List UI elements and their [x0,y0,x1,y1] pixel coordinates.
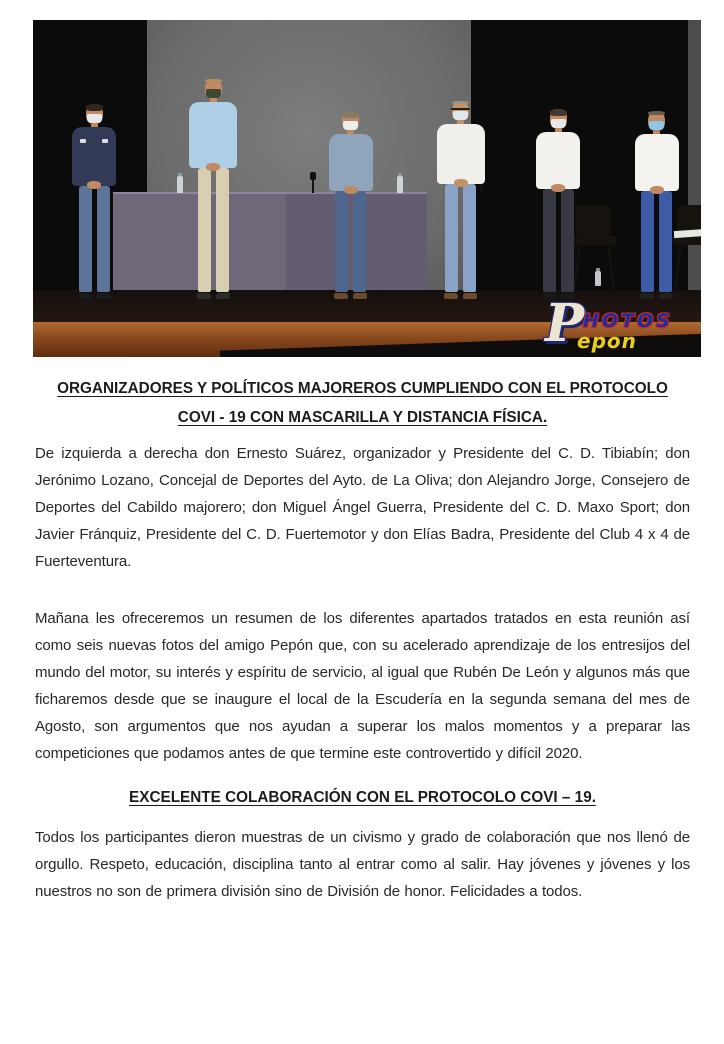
headline-line-1: ORGANIZADORES Y POLÍTICOS MAJOREROS CUMPLIENDO CON EL PROTOCOLO [57,380,668,397]
headline-collaboration: EXCELENTE COLABORACIÓN CON EL PROTOCOLO COVI – 19. [129,789,596,806]
person-leg [543,189,556,292]
person-hair [205,79,222,82]
person-leg [641,191,654,292]
person-shoe [640,293,654,299]
person-shoe [97,293,111,299]
closing-paragraph: Todos los participantes dieron muestras de un civismo y grado de colaboración que nos llenó de orgullo. Respeto, educación, disciplina tanto al entrar como al salir. Hay jóvenes y jóvenes y los nuestros no son de primera división sino de División de honor. Felicidades a todos. [35,829,690,900]
watermark-letter-p: P [545,293,585,354]
face-mask-icon [453,111,468,120]
person-4 [437,101,485,300]
caption-paragraph: De izquierda a derecha don Ernesto Suárez, organizador y Presidente del C. D. Tibiabín; don Jerónimo Lozano, Concejal de Deportes del Ayto. de La Oliva; don Alejandro Jorge, Consejero de Deportes del Cabildo majorero; don Miguel Ángel Guerra, Presidente del C. D. Maxo Sport; don Javier Fránquiz, Presidente del C. D. Fuertemotor y don Elías Badra, Presidente del Club 4 x 4 de Fuerteventura. [35,445,690,570]
person-shoe [78,293,92,299]
person-3 [329,111,373,300]
person-hands [206,163,220,171]
watermark-epon: epon [577,329,637,353]
bottle-cap [178,173,182,176]
mic-head [310,172,316,180]
person-leg [659,191,672,292]
person-leg [79,186,92,292]
event-photo [33,20,701,357]
person-legs [335,191,366,292]
microphone [309,172,317,193]
person-head [648,111,665,131]
person-shoe [463,293,477,299]
chair-leg [608,244,616,289]
conference-table [113,192,427,290]
person-hair [342,111,359,118]
person-feet [197,293,230,299]
person-legs [79,186,110,292]
person-shoe [334,293,348,299]
water-bottle [397,176,403,193]
person-2 [189,79,237,300]
person-shoe [216,293,230,299]
person-head [205,79,222,99]
face-mask-icon [206,89,221,98]
person-feet [334,293,367,299]
photos-pepon-watermark [537,293,695,357]
headline-covid-protocol [35,374,690,432]
person-leg [445,184,458,292]
face-mask-icon [551,119,566,128]
person-shoe [353,293,367,299]
person-leg [335,191,348,292]
person-shoe [659,293,673,299]
document-page [0,20,724,1044]
chair-back [576,205,611,235]
person-feet [640,293,673,299]
person-legs [543,189,574,292]
person-leg [561,189,574,292]
person-legs [198,168,229,292]
person-head [550,109,567,129]
person-leg [216,168,229,292]
face-mask-icon [343,121,358,130]
headline-line-2: COVI - 19 CON MASCARILLA Y DISTANCIA FÍSICA. [177,409,548,426]
person-hands [87,181,101,189]
article-text-column [0,374,724,905]
person-hands [344,186,358,194]
shirt-badge [80,139,86,143]
person-legs [445,184,476,292]
person-5 [536,109,580,300]
person-shoe [444,293,458,299]
face-mask-icon [649,121,664,130]
person-leg [463,184,476,292]
summary-paragraph: Mañana les ofreceremos un resumen de los diferentes apartados tratados en esta reunión así como seis nuevas fotos del amigo Pepón que, con su acelerado aprendizaje de los entresijos del mundo del motor, su interés y espíritu de servicio, al igual que Rubén De León y algunos más que ficharemos desde que se inaugure el local de la Escudería en la segunda semana del mes de Agosto, son argumentos que nos ayudan a superar los malos momentos y a preparar las competiciones que podamos antes de que termine este controvertido y difícil 2020. [35,610,690,762]
person-hands [551,184,565,192]
person-hair [648,111,665,115]
water-bottle [177,176,183,193]
person-1 [72,104,116,300]
person-torso [329,134,373,191]
person-6 [635,111,679,300]
person-leg [353,191,366,292]
person-head [452,101,469,121]
shirt-badge [102,139,108,143]
person-feet [444,293,477,299]
person-hair [550,109,567,116]
person-torso [189,102,237,168]
person-torso [72,127,116,186]
person-leg [97,186,110,292]
watermark-hotos: HOTOS [583,310,673,332]
person-hair [86,104,103,111]
person-legs [641,191,672,292]
bottle-cap [398,173,402,176]
person-torso [635,134,679,191]
person-leg [198,168,211,292]
person-head [86,104,103,124]
person-shoe [197,293,211,299]
person-feet [78,293,111,299]
person-head [342,111,359,131]
face-mask-icon [87,114,102,123]
person-hair [452,101,469,104]
person-torso [536,132,580,189]
person-hands [650,186,664,194]
mic-stem [312,179,314,193]
person-hands [454,179,468,187]
person-torso [437,124,485,184]
